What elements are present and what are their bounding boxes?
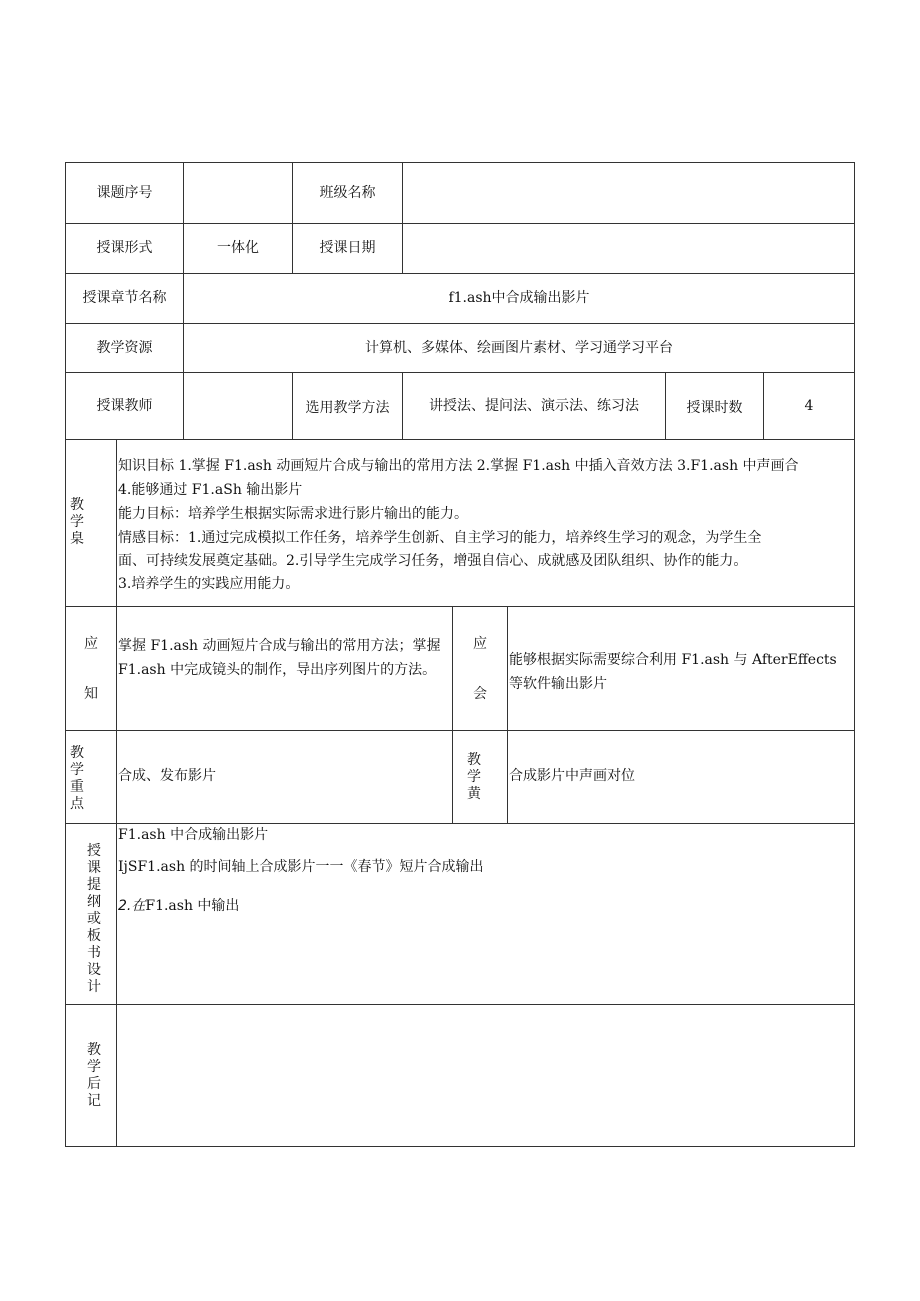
can-content: 能够根据实际需要综合利用 F1.ash 与 AfterEffects 等软件输出影片: [509, 652, 837, 692]
objectives-line: 3.培养学生的实践应用能力。: [118, 576, 300, 592]
know-label-top: 应: [84, 636, 98, 652]
outline-line-rest: F1.ash 中输出: [145, 898, 240, 914]
row-border: [65, 606, 855, 607]
resources-label: 教学资源: [96, 340, 153, 356]
can-label-top: 应: [473, 636, 487, 652]
date-label: 授课日期: [319, 240, 376, 256]
row-border: [65, 823, 855, 824]
difficulty-label: 教学黄: [467, 752, 481, 802]
hours-label: 授课时数: [686, 400, 743, 416]
format-label: 授课形式: [96, 240, 153, 256]
col-border: [116, 439, 117, 1147]
outline-line: [118, 896, 239, 916]
chapter-label: 授课章节名称: [82, 290, 167, 306]
teacher-label: 授课教师: [96, 398, 153, 414]
row-border: [65, 730, 855, 731]
know-content: 掌握 F1.ash 动画短片合成与输出的常用方法；掌握 F1.ash 中完成镜头的制作，导出序列图片的方法。: [118, 638, 441, 678]
method-value: 讲授法、提问法、演示法、练习法: [429, 398, 639, 414]
resources-value: 计算机、多媒体、绘画图片素材、学习通学习平台: [365, 340, 673, 356]
notes-label: 教学后记: [87, 1042, 101, 1109]
row-border: [65, 1004, 855, 1005]
lesson-no-label: 课题序号: [96, 185, 153, 201]
col-border: [402, 162, 403, 273]
table-right-border: [854, 162, 855, 1147]
focus-content: 合成、发布影片: [118, 768, 216, 784]
difficulty-content: 合成影片中声画对位: [509, 768, 635, 784]
outline-line-italic: 在: [131, 898, 146, 914]
objectives-line: 能力目标：培养学生根据实际需求进行影片输出的能力。: [118, 506, 468, 522]
objectives-line: 4.能够通过 F1.aSh 输出影片: [118, 482, 303, 498]
table-left-border: [65, 162, 66, 1147]
format-value: 一体化: [217, 240, 259, 256]
objectives-line: 面、可持续发展奠定基础。2.引导学生完成学习任务，增强自信心、成就感及团队组织、协作的能力。: [118, 553, 748, 569]
outline-line: F1.ash 中合成输出影片: [118, 827, 269, 843]
hours-value: 4: [804, 398, 814, 414]
objectives-line: 情感目标：1.通过完成模拟工作任务，培养学生创新、自主学习的能力，培养终生学习的观念，为学生全: [118, 530, 762, 546]
row-border: [65, 1146, 855, 1147]
outline-label: 授课提纲或板书设计: [87, 843, 101, 995]
class-name-label: 班级名称: [319, 185, 376, 201]
can-label-bottom: 会: [473, 686, 487, 702]
focus-label: 教学重点: [70, 745, 84, 812]
outline-line: IjSF1.ash 的时间轴上合成影片一一《春节》短片合成输出: [118, 859, 484, 875]
method-label: 选用教学方法: [305, 400, 390, 416]
col-border: [507, 606, 508, 824]
chapter-value: f1.ash中合成输出影片: [448, 290, 590, 306]
objectives-label: 教学臬: [70, 497, 84, 547]
objectives-line: 知识目标 1.掌握 F1.ash 动画短片合成与输出的常用方法 2.掌握 F1.ash 中插入音效方法 3.F1.ash 中声画合: [118, 458, 799, 474]
outline-line-prefix: 2.: [118, 898, 132, 914]
know-label-bottom: 知: [84, 686, 98, 702]
